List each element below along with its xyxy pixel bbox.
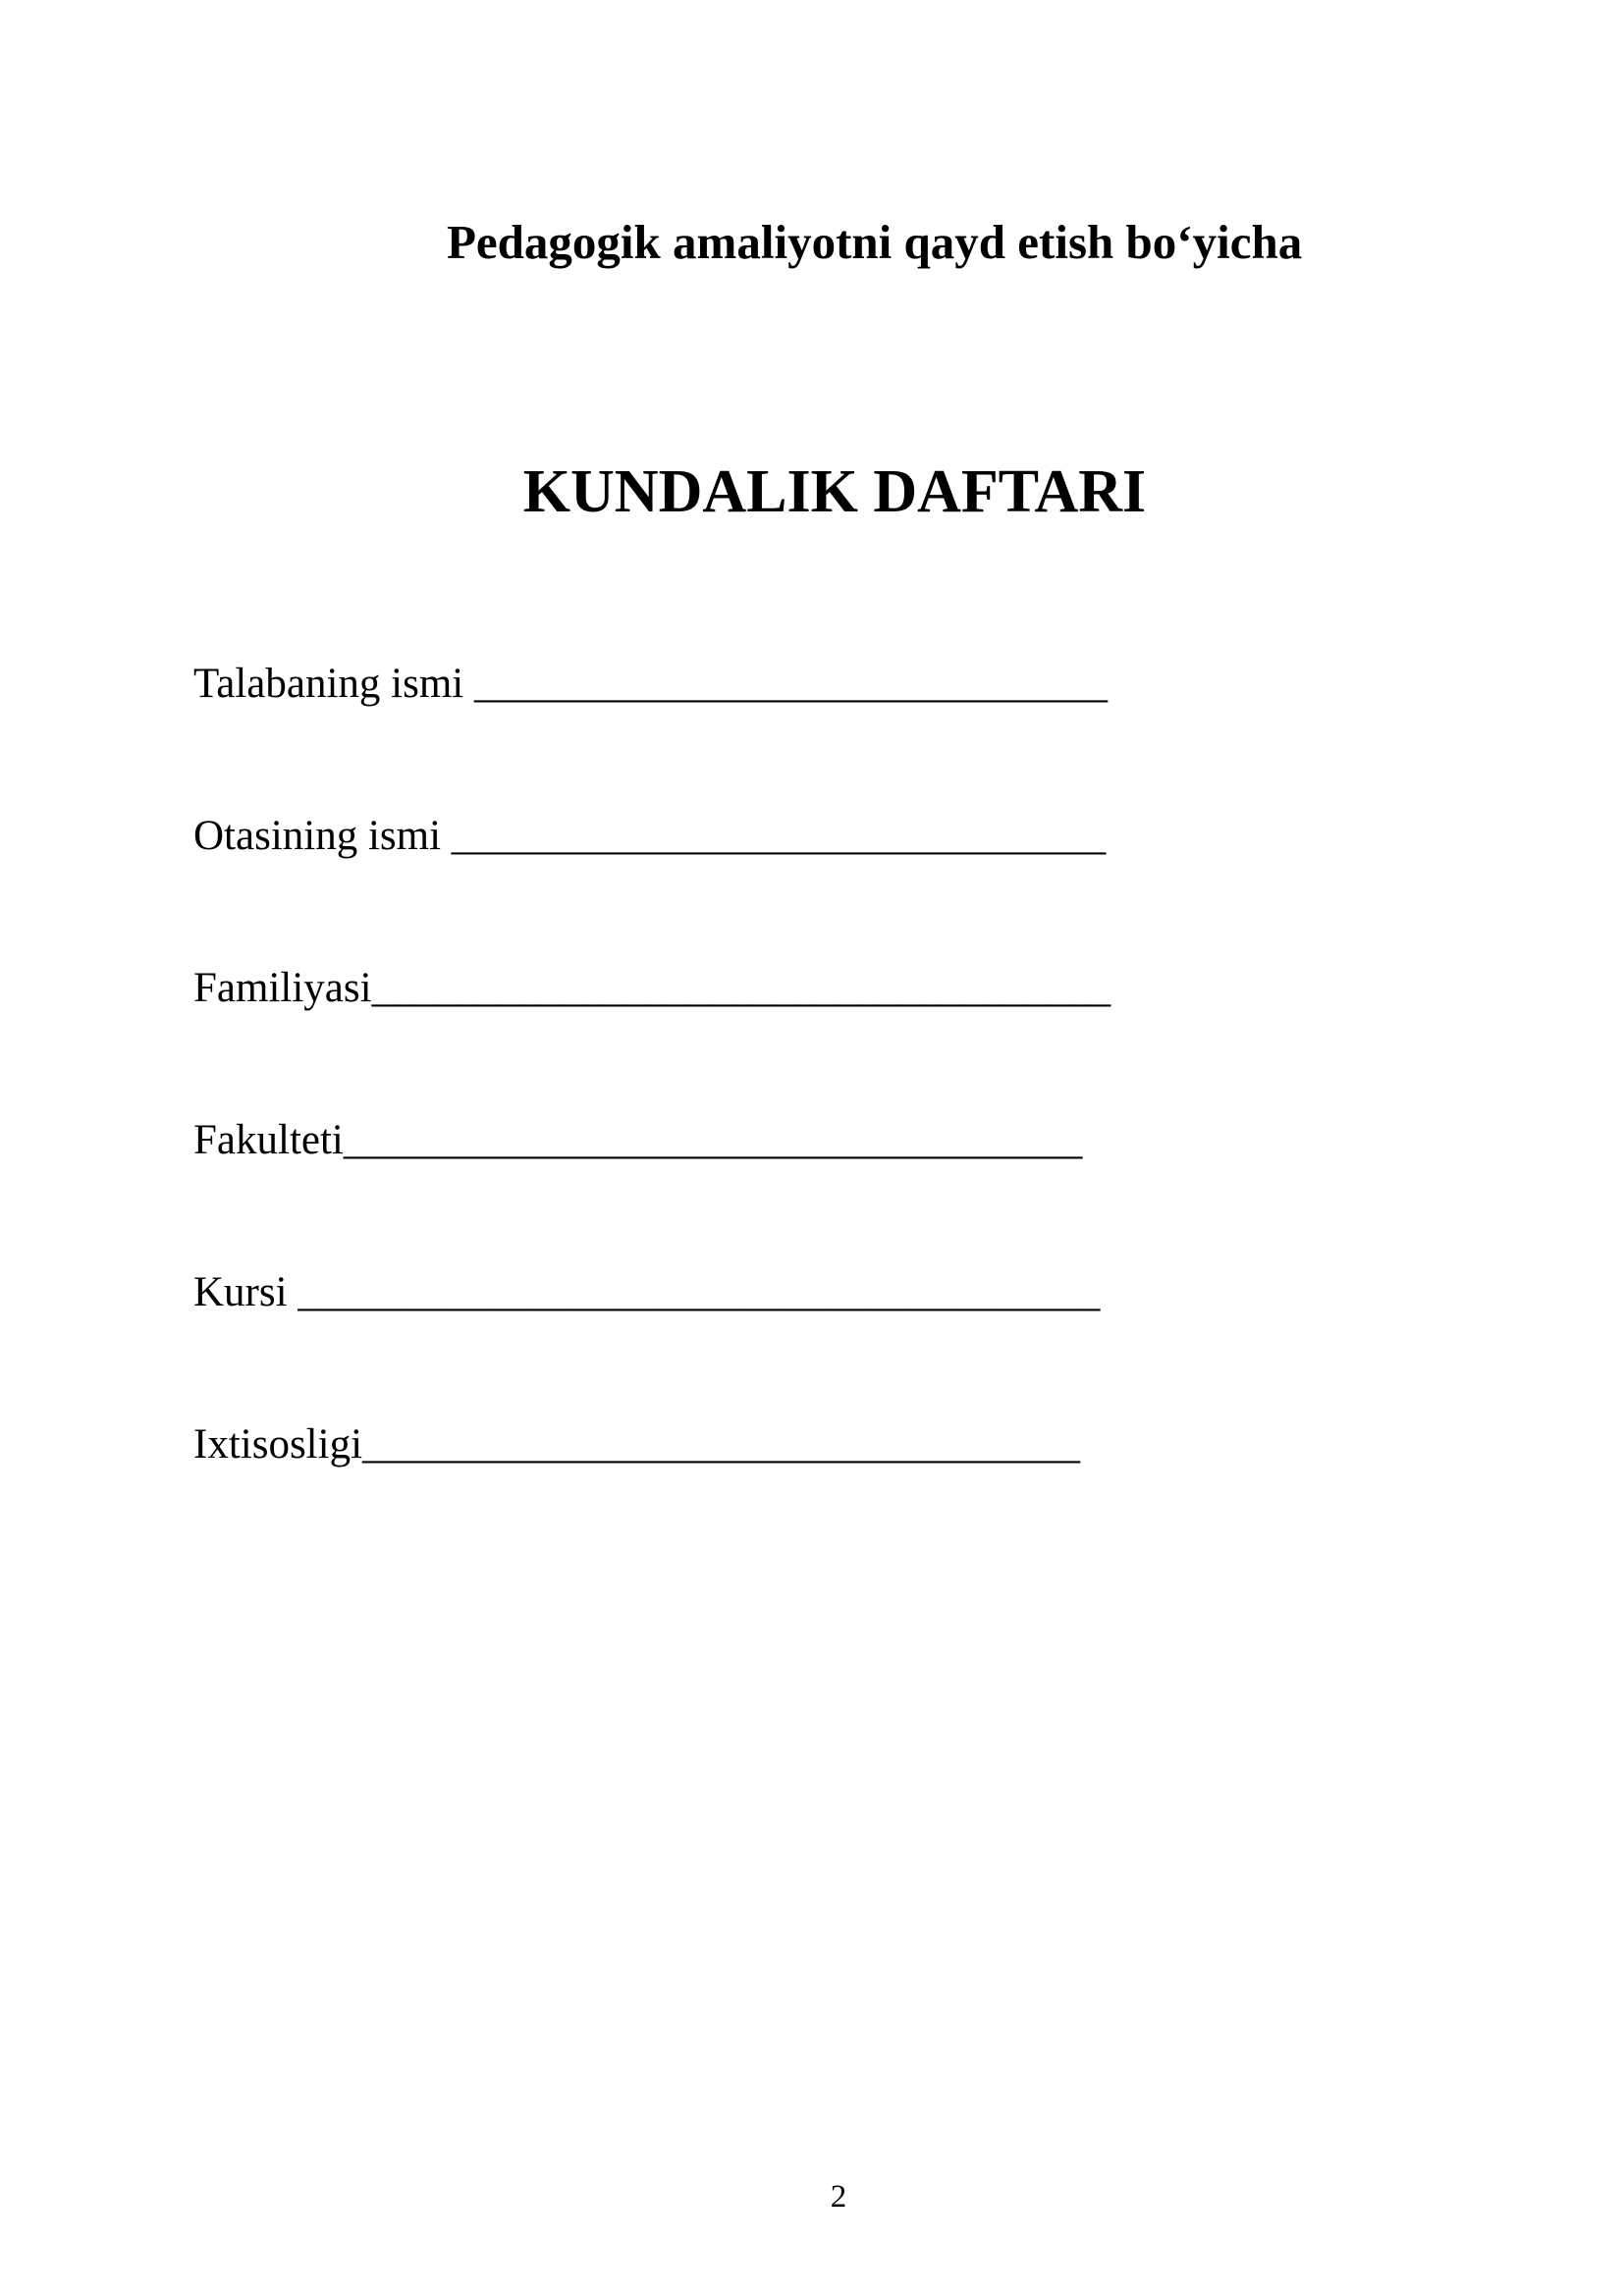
page-number: 2 [830,2179,847,2215]
blank-line: __________________________________ [362,1421,1081,1468]
field-label: Otasining ismi [193,813,452,859]
field-label: Familiyasi [193,965,372,1011]
field-surname [193,967,1110,1119]
form-fields [193,663,1110,1575]
field-specialty [193,1423,1110,1575]
field-student-name [193,663,1110,815]
document-subtitle: Pedagogik amaliyotni qayd etish bo‘yicha [447,215,1303,269]
field-label: Talabaning ismi [193,661,474,707]
field-faculty [193,1119,1110,1271]
field-course [193,1271,1110,1423]
field-father-name [193,815,1110,967]
document-title: KUNDALIK DAFTARI [522,458,1147,525]
field-label: Ixtisosligi [193,1421,363,1468]
field-label: Kursi [193,1269,298,1315]
blank-line: _______________________________ [451,813,1107,859]
blank-line: ___________________________________ [343,1117,1083,1163]
blank-line: ___________________________________ [371,965,1111,1011]
blank-line: ______________________________ [474,661,1108,707]
field-label: Fakulteti [193,1117,344,1163]
blank-line: ______________________________________ [298,1269,1101,1315]
